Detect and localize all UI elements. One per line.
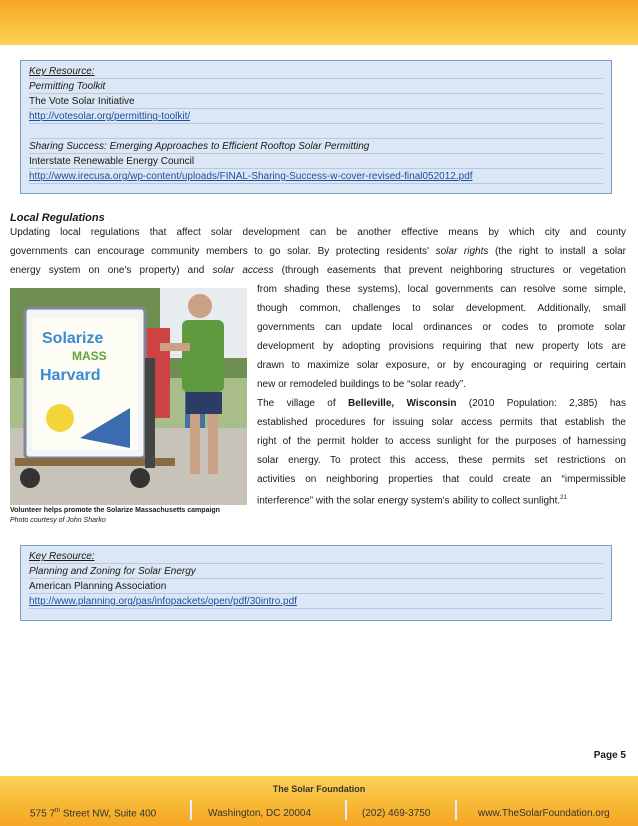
footer-divider [455, 800, 457, 820]
spacer-row [29, 125, 603, 139]
paragraph-1-cont [257, 280, 626, 394]
resource-org: American Planning Association [29, 580, 603, 594]
resource-org: The Vote Solar Initiative [29, 95, 603, 109]
resource-title: Sharing Success: Emerging Approaches to Efficient Rooftop Solar Permitting [29, 140, 603, 154]
text-line: governments can encourage community members to go solar. By protecting residents' solar rights (the right to install a solar [10, 246, 626, 257]
text-line: Updating local regulations that affect solar development can be another effective means by which city and county [10, 227, 626, 238]
paragraph-1 [10, 223, 626, 280]
volunteer-photo [10, 288, 247, 505]
footer-divider [190, 800, 192, 820]
photo-illustration [10, 288, 247, 505]
text-line: established procedures for issuing solar access permits that establish the [257, 417, 626, 428]
footer-website[interactable]: www.TheSolarFoundation.org [478, 808, 610, 819]
footer-divider [345, 800, 347, 820]
text-line: though common, challenges to solar development. Additionally, small [257, 303, 626, 314]
key-resource-heading: Key Resource: [29, 550, 603, 564]
sign-text: Solarize [42, 330, 104, 347]
key-resource-box-1 [20, 60, 612, 194]
footer-address: 575 7th Street NW, Suite 400 [30, 808, 157, 820]
sign-text: Harvard [40, 367, 101, 384]
footer-city: Washington, DC 20004 [208, 808, 312, 819]
text-line: drawn to maximize solar exposure, or by encouraging or requiring certain [257, 360, 626, 371]
text-line: The village of Belleville, Wisconsin (2010 Population: 2,385) has [257, 398, 626, 409]
footer-phone: (202) 469-3750 [362, 808, 431, 819]
footer-org: The Solar Foundation [272, 784, 366, 794]
key-resource-box-2 [20, 545, 612, 621]
text-line: interference” with the solar energy system's ability to collect sunlight.$^{21}$ [257, 495, 567, 507]
photo-credit: Photo courtesy of John Sharko [10, 517, 106, 524]
header-bar [0, 0, 638, 45]
resource-link[interactable]: http://www.irecusa.org/wp-content/uploads/FINAL-Sharing-Success-w-cover-revised-final052012.pdf [29, 171, 473, 182]
resource-title: Permitting Toolkit [29, 80, 603, 94]
footnote-ref: 21 [560, 495, 567, 501]
text-line: development by adopting provisions requiring that new property lots are [257, 341, 626, 352]
footer [0, 776, 638, 826]
paragraph-2 [257, 394, 626, 508]
resource-org: Interstate Renewable Energy Council [29, 155, 603, 169]
text-line: governments can update local ordinances or codes to promote solar [257, 322, 626, 333]
text-line: solar energy. To protect this access, these permits set restrictions on [257, 455, 626, 466]
photo-caption: Volunteer helps promote the Solarize Massachusetts campaign [10, 507, 220, 514]
key-resource-heading: Key Resource: [29, 65, 603, 79]
text-line: from shading these systems), local governments can resolve some simple, [257, 284, 626, 295]
page-number: Page 5 [593, 750, 626, 761]
section-title: Local Regulations [10, 212, 105, 224]
sign-text: MASS [72, 349, 107, 363]
text-line: right of the permit holder to access sunlight for the purposes of harnessing [257, 436, 626, 447]
text-line: energy system on one's property) and solar access (through easements that prevent neighboring structures or vegetation [10, 265, 626, 276]
resource-link[interactable]: http://votesolar.org/permitting-toolkit/ [29, 111, 191, 122]
text-line: activities on neighboring properties that could create an “impermissible [257, 474, 626, 485]
text-line: new or remodeled buildings to be “solar ready”. [257, 379, 466, 390]
resource-link[interactable]: http://www.planning.org/pas/infopackets/open/pdf/30intro.pdf [29, 596, 297, 607]
resource-title: Planning and Zoning for Solar Energy [29, 565, 603, 579]
